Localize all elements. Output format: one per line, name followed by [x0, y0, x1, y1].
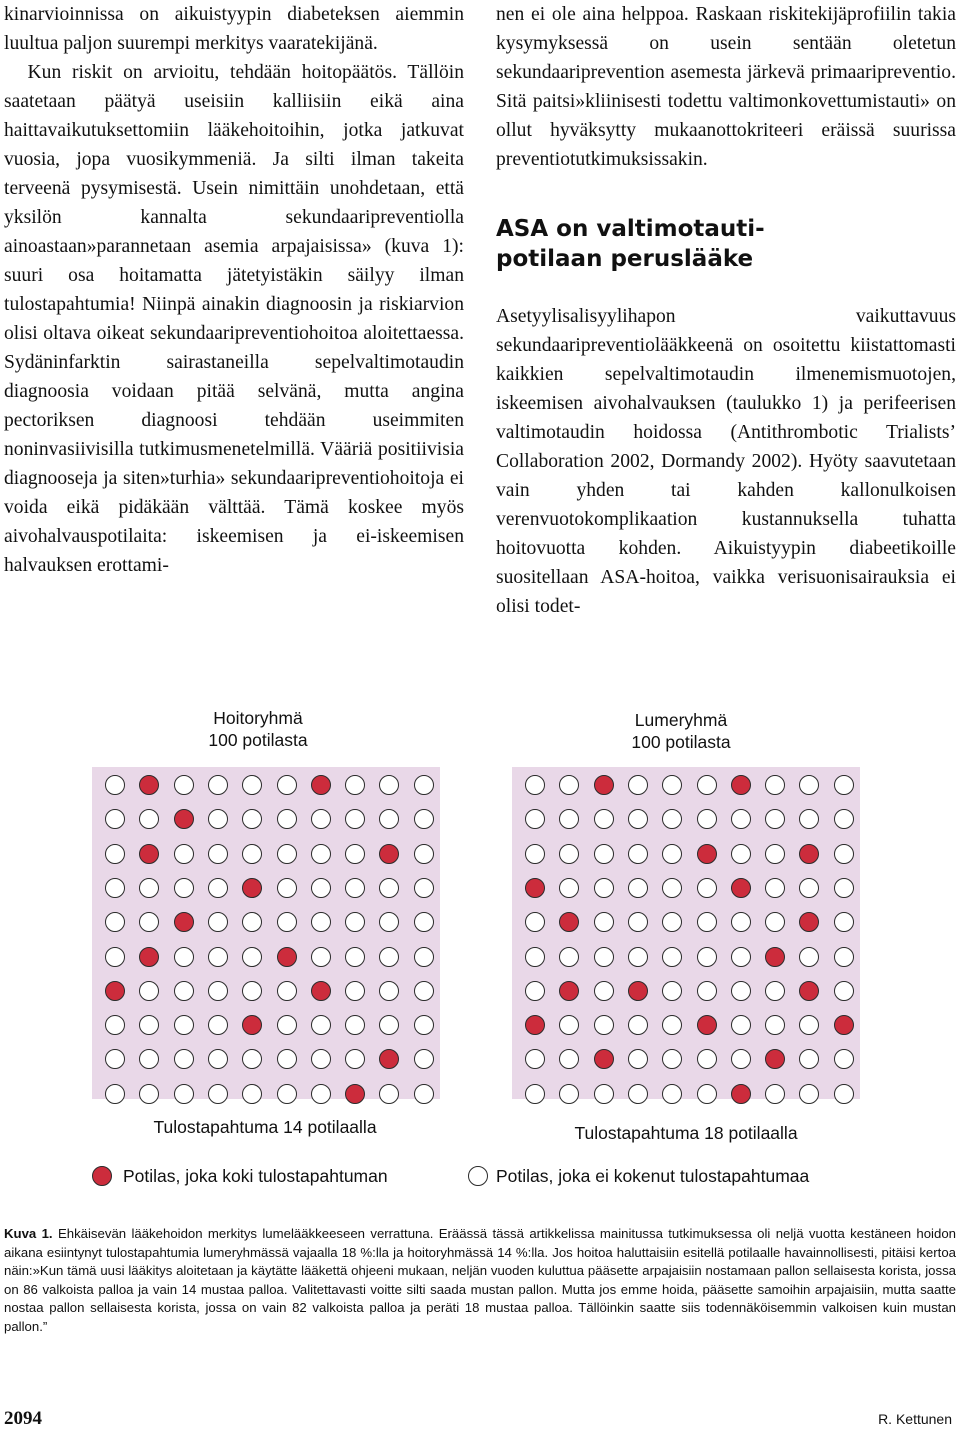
event-patient-dot	[311, 981, 331, 1001]
no-event-patient-dot	[277, 981, 297, 1001]
no-event-patient-dot	[559, 775, 579, 795]
group-name: Lumeryhmä	[634, 710, 728, 730]
no-event-patient-dot	[414, 981, 434, 1001]
no-event-patient-dot	[345, 844, 365, 864]
no-event-patient-dot	[628, 775, 648, 795]
no-event-patient-dot	[834, 1049, 854, 1069]
no-event-patient-dot	[208, 981, 228, 1001]
author-name: R. Kettunen	[878, 1411, 952, 1427]
event-patient-dot	[139, 775, 159, 795]
no-event-patient-dot	[628, 1084, 648, 1104]
no-event-patient-dot	[208, 1049, 228, 1069]
no-event-patient-dot	[311, 844, 331, 864]
no-event-patient-dot	[628, 1049, 648, 1069]
no-event-patient-dot	[174, 844, 194, 864]
no-event-patient-dot	[594, 981, 614, 1001]
event-patient-dot	[311, 775, 331, 795]
event-patient-dot	[174, 809, 194, 829]
no-event-patient-dot	[799, 947, 819, 967]
no-event-patient-dot	[208, 947, 228, 967]
no-event-patient-dot	[799, 1084, 819, 1104]
no-event-patient-dot	[379, 878, 399, 898]
no-event-patient-dot	[594, 1084, 614, 1104]
event-patient-dot	[559, 912, 579, 932]
no-event-patient-dot	[345, 878, 365, 898]
no-event-patient-dot	[174, 981, 194, 1001]
figure-caption	[4, 1225, 956, 1337]
no-event-patient-dot	[277, 1049, 297, 1069]
no-event-patient-dot	[731, 844, 751, 864]
no-event-patient-dot	[345, 775, 365, 795]
no-event-patient-dot	[799, 1015, 819, 1035]
event-patient-dot	[345, 1084, 365, 1104]
no-event-patient-dot	[662, 775, 682, 795]
no-event-patient-dot	[662, 981, 682, 1001]
event-patient-dot	[834, 1015, 854, 1035]
no-event-patient-dot	[311, 912, 331, 932]
outcome-label: Tulostapahtuma 14 potilaalla	[153, 1117, 377, 1137]
event-patient-dot	[594, 1049, 614, 1069]
no-event-patient-dot	[594, 1015, 614, 1035]
no-event-patient-dot	[242, 947, 262, 967]
no-event-patient-dot	[242, 912, 262, 932]
group-title	[158, 707, 358, 751]
no-event-patient-dot	[834, 878, 854, 898]
no-event-patient-dot	[379, 1084, 399, 1104]
no-event-patient-dot	[414, 878, 434, 898]
no-event-patient-dot	[345, 809, 365, 829]
no-event-patient-dot	[242, 844, 262, 864]
no-event-patient-dot	[345, 912, 365, 932]
no-event-patient-dot	[105, 809, 125, 829]
legend-no-event-dot	[468, 1166, 488, 1186]
no-event-patient-dot	[628, 844, 648, 864]
no-event-patient-dot	[559, 878, 579, 898]
no-event-patient-dot	[139, 809, 159, 829]
no-event-patient-dot	[105, 844, 125, 864]
patient-grid	[512, 767, 860, 1099]
no-event-patient-dot	[208, 775, 228, 795]
no-event-patient-dot	[662, 809, 682, 829]
no-event-patient-dot	[105, 1049, 125, 1069]
no-event-patient-dot	[379, 912, 399, 932]
no-event-patient-dot	[834, 981, 854, 1001]
no-event-patient-dot	[697, 981, 717, 1001]
no-event-patient-dot	[697, 912, 717, 932]
event-patient-dot	[731, 775, 751, 795]
no-event-patient-dot	[174, 775, 194, 795]
event-patient-dot	[799, 981, 819, 1001]
no-event-patient-dot	[311, 1015, 331, 1035]
no-event-patient-dot	[139, 1015, 159, 1035]
no-event-patient-dot	[765, 1015, 785, 1035]
no-event-patient-dot	[559, 1049, 579, 1069]
no-event-patient-dot	[345, 947, 365, 967]
no-event-patient-dot	[731, 981, 751, 1001]
event-patient-dot	[628, 981, 648, 1001]
caption-text: Ehkäisevän lääkehoidon merkitys lumelääkkeeseen verrattuna. Eräässä tässä artikkelissa mainitussa tutkimuksessa oli neljä vuotta kestäneen hoidon aikana esiintynyt tulostapahtumia lumeryhmässä vajaalla 18 %:lla ja hoitoryhmässä 14 %:lla. Jos hoitoa haluttaisiin esitellä potilaalle havainnollisesti, pitäisi kertoa näin:»Kun tämä uusi lääkitys aloitetaan ja käytätte lääkettä ohjeeni mukaan, neljän vuoden kuluttua pääsette arpajaisiin nostamaan pallon sellaisesta korista, jossa on 86 valkoista palloa ja vain 14 mustaa palloa. Valitettavasti voitte silti saada mustan pallon. Mutta jos emme hoida, pääsette samoihin arpajaisiin, mutta saatte nostaa pallon sellaisesta korista, jossa on vain 82 valkoista palloa ja peräti 18 mustaa palloa. Tällöinkin saatte siis todennäköisemmin valkoisen kuin mustan pallon.”	[4, 1226, 956, 1334]
no-event-patient-dot	[414, 1015, 434, 1035]
no-event-patient-dot	[414, 1084, 434, 1104]
event-patient-dot	[799, 844, 819, 864]
no-event-patient-dot	[174, 1015, 194, 1035]
no-event-patient-dot	[208, 912, 228, 932]
no-event-patient-dot	[105, 878, 125, 898]
no-event-patient-dot	[697, 878, 717, 898]
no-event-patient-dot	[414, 1049, 434, 1069]
no-event-patient-dot	[697, 947, 717, 967]
no-event-patient-dot	[242, 775, 262, 795]
group-title	[581, 709, 781, 753]
no-event-patient-dot	[414, 947, 434, 967]
no-event-patient-dot	[414, 775, 434, 795]
no-event-patient-dot	[105, 1015, 125, 1035]
no-event-patient-dot	[799, 1049, 819, 1069]
no-event-patient-dot	[731, 912, 751, 932]
no-event-patient-dot	[277, 844, 297, 864]
no-event-patient-dot	[105, 912, 125, 932]
no-event-patient-dot	[525, 775, 545, 795]
no-event-patient-dot	[311, 1049, 331, 1069]
no-event-patient-dot	[277, 809, 297, 829]
no-event-patient-dot	[525, 912, 545, 932]
asa-paragraph: Asetyylisalisyylihapon vaikuttavuus sekundaaripreventiolääkkeenä on osoitettu kiistattomasti kaikkien sepelvaltimotaudin ilmenemismuotojen, iskeemisen aivohalvauksen (taulukko 1) ja perifeerisen valtimotaudin hoidossa (Antithrombotic Trialists’ Collaboration 2002, Dormandy 2002). Hyöty saavutetaan vain yhden tai kahden kallonulkoisen verenvuotokomplikaation kustannuksella tuhatta hoitovuotta kohden. Aikuistyypin diabeetikoille suositellaan ASA-hoitoa, vaikka verisuonisairauksia ei olisi todet-	[496, 306, 956, 617]
no-event-patient-dot	[139, 1084, 159, 1104]
no-event-patient-dot	[662, 947, 682, 967]
legend-no-event-label: Potilas, joka ei kokenut tulostapahtumaa	[496, 1166, 810, 1186]
no-event-patient-dot	[559, 947, 579, 967]
event-patient-dot	[379, 844, 399, 864]
event-patient-dot	[765, 1049, 785, 1069]
event-patient-dot	[242, 878, 262, 898]
event-patient-dot	[799, 912, 819, 932]
event-patient-dot	[731, 878, 751, 898]
no-event-patient-dot	[174, 878, 194, 898]
patient-grid	[92, 767, 440, 1099]
no-event-patient-dot	[414, 809, 434, 829]
no-event-patient-dot	[345, 981, 365, 1001]
event-patient-dot	[697, 844, 717, 864]
no-event-patient-dot	[731, 809, 751, 829]
no-event-patient-dot	[799, 775, 819, 795]
no-event-patient-dot	[628, 809, 648, 829]
no-event-patient-dot	[628, 947, 648, 967]
no-event-patient-dot	[834, 844, 854, 864]
caption-label: Kuva 1.	[4, 1226, 53, 1241]
no-event-patient-dot	[834, 1084, 854, 1104]
no-event-patient-dot	[277, 878, 297, 898]
event-patient-dot	[139, 947, 159, 967]
event-patient-dot	[379, 1049, 399, 1069]
no-event-patient-dot	[697, 1049, 717, 1069]
no-event-patient-dot	[662, 1084, 682, 1104]
no-event-patient-dot	[594, 912, 614, 932]
no-event-patient-dot	[525, 947, 545, 967]
no-event-patient-dot	[834, 947, 854, 967]
no-event-patient-dot	[594, 947, 614, 967]
no-event-patient-dot	[765, 809, 785, 829]
no-event-patient-dot	[277, 912, 297, 932]
no-event-patient-dot	[139, 981, 159, 1001]
no-event-patient-dot	[799, 809, 819, 829]
no-event-patient-dot	[594, 809, 614, 829]
no-event-patient-dot	[139, 1049, 159, 1069]
no-event-patient-dot	[208, 844, 228, 864]
event-patient-dot	[559, 981, 579, 1001]
no-event-patient-dot	[525, 1049, 545, 1069]
left-text-column	[4, 0, 464, 580]
no-event-patient-dot	[697, 775, 717, 795]
no-event-patient-dot	[731, 947, 751, 967]
right-text-column	[496, 0, 956, 621]
no-event-patient-dot	[242, 809, 262, 829]
event-patient-dot	[242, 1015, 262, 1035]
event-patient-dot	[525, 878, 545, 898]
no-event-patient-dot	[799, 878, 819, 898]
no-event-patient-dot	[311, 809, 331, 829]
no-event-patient-dot	[559, 1015, 579, 1035]
no-event-patient-dot	[242, 1084, 262, 1104]
no-event-patient-dot	[765, 1084, 785, 1104]
no-event-patient-dot	[174, 947, 194, 967]
no-event-patient-dot	[525, 981, 545, 1001]
no-event-patient-dot	[311, 1084, 331, 1104]
left-paragraph: Kun riskit on arvioitu, tehdään hoitopäätös. Tällöin saatetaan päätyä useisiin kalliisiin eikä aina haittavaikutuksettomiin lääkehoitoihin, jotka jatkuvat vuosia, jopa vuosikymmeniä. Ja silti ilman takeita terveenä pysymisestä. Usein nimittäin unohdetaan, että yksilön kannalta sekundaaripreventiolla ainoastaan»parannetaan asemia arpajaisissa» (kuva 1): suuri osa hoitamatta jätetyistäkin säilyy ilman tulostapahtumia! Niinpä ainakin diagnoosin ja riskiarvion olisi oltava oikeat sekundaaripreventiohoitoa aloitettaessa. Sydäninfarktin sairastaneilla sepelvaltimotaudin diagnoosia voidaan pitää selvänä, mutta angina pectoriksen diagnoosi tehdään useimmiten noninvasiivisilla tutkimusmenetelmillä. Vääriä positiivisia diagnooseja ja siten»turhia» sekundaaripreventiohoitoja ei voida eikä pidäkään välttää. Tämä koskee myös aivohalvauspotilaita: iskeemisen ja ei-iskeemisen halvauksen erottami-	[4, 62, 464, 576]
no-event-patient-dot	[139, 878, 159, 898]
no-event-patient-dot	[765, 844, 785, 864]
event-patient-dot	[697, 1015, 717, 1035]
no-event-patient-dot	[731, 1015, 751, 1035]
no-event-patient-dot	[594, 844, 614, 864]
no-event-patient-dot	[174, 1049, 194, 1069]
section-heading: ASA on valtimotauti- potilaan peruslääke	[496, 216, 765, 272]
event-patient-dot	[139, 844, 159, 864]
no-event-patient-dot	[559, 1084, 579, 1104]
no-event-patient-dot	[834, 809, 854, 829]
no-event-patient-dot	[345, 1015, 365, 1035]
no-event-patient-dot	[525, 1084, 545, 1104]
no-event-patient-dot	[834, 912, 854, 932]
no-event-patient-dot	[765, 775, 785, 795]
group-name: Hoitoryhmä	[213, 708, 303, 728]
group-size: 100 potilasta	[631, 732, 731, 752]
page-number: 2094	[4, 1408, 42, 1429]
no-event-patient-dot	[697, 1084, 717, 1104]
no-event-patient-dot	[414, 912, 434, 932]
no-event-patient-dot	[345, 1049, 365, 1069]
no-event-patient-dot	[662, 1015, 682, 1035]
no-event-patient-dot	[105, 947, 125, 967]
no-event-patient-dot	[174, 1084, 194, 1104]
left-paragraph: kinarvioinnissa on aikuistyypin diabeteksen aiemmin luultua paljon suurempi merkitys vaaratekijänä.	[4, 4, 464, 54]
no-event-patient-dot	[559, 844, 579, 864]
no-event-patient-dot	[208, 1015, 228, 1035]
no-event-patient-dot	[662, 878, 682, 898]
no-event-patient-dot	[594, 878, 614, 898]
no-event-patient-dot	[628, 878, 648, 898]
legend-event-label: Potilas, joka koki tulostapahtuman	[123, 1166, 388, 1186]
no-event-patient-dot	[731, 1049, 751, 1069]
no-event-patient-dot	[277, 775, 297, 795]
event-patient-dot	[731, 1084, 751, 1104]
no-event-patient-dot	[628, 1015, 648, 1035]
event-patient-dot	[765, 947, 785, 967]
no-event-patient-dot	[414, 844, 434, 864]
no-event-patient-dot	[139, 912, 159, 932]
no-event-patient-dot	[697, 809, 717, 829]
right-continuation-paragraph: nen ei ole aina helppoa. Raskaan riskitekijäprofiilin takia kysymyksessä on usein sentään oletetun sekundaariprevention asemesta järkevä primaaripreventio. Sitä paitsi»kliinisesti todettu valtimonkovettumistauti» on ollut hyväksytty mukaanottokriteeri eräissä suurissa preventiotutkimuksissakin.	[496, 4, 956, 170]
no-event-patient-dot	[379, 1015, 399, 1035]
no-event-patient-dot	[662, 1049, 682, 1069]
no-event-patient-dot	[662, 844, 682, 864]
no-event-patient-dot	[765, 878, 785, 898]
no-event-patient-dot	[525, 844, 545, 864]
no-event-patient-dot	[277, 1084, 297, 1104]
event-patient-dot	[174, 912, 194, 932]
no-event-patient-dot	[277, 1015, 297, 1035]
no-event-patient-dot	[765, 912, 785, 932]
no-event-patient-dot	[208, 809, 228, 829]
event-patient-dot	[105, 981, 125, 1001]
event-patient-dot	[594, 775, 614, 795]
no-event-patient-dot	[834, 775, 854, 795]
outcome-label: Tulostapahtuma 18 potilaalla	[574, 1123, 798, 1143]
legend-event-dot	[92, 1166, 112, 1186]
no-event-patient-dot	[525, 809, 545, 829]
no-event-patient-dot	[628, 912, 648, 932]
no-event-patient-dot	[105, 775, 125, 795]
event-patient-dot	[277, 947, 297, 967]
no-event-patient-dot	[105, 1084, 125, 1104]
no-event-patient-dot	[765, 981, 785, 1001]
no-event-patient-dot	[208, 1084, 228, 1104]
no-event-patient-dot	[379, 947, 399, 967]
no-event-patient-dot	[242, 981, 262, 1001]
event-patient-dot	[525, 1015, 545, 1035]
no-event-patient-dot	[208, 878, 228, 898]
no-event-patient-dot	[559, 809, 579, 829]
no-event-patient-dot	[311, 878, 331, 898]
no-event-patient-dot	[379, 981, 399, 1001]
no-event-patient-dot	[242, 1049, 262, 1069]
no-event-patient-dot	[379, 775, 399, 795]
group-size: 100 potilasta	[208, 730, 308, 750]
no-event-patient-dot	[379, 809, 399, 829]
no-event-patient-dot	[662, 912, 682, 932]
no-event-patient-dot	[311, 947, 331, 967]
